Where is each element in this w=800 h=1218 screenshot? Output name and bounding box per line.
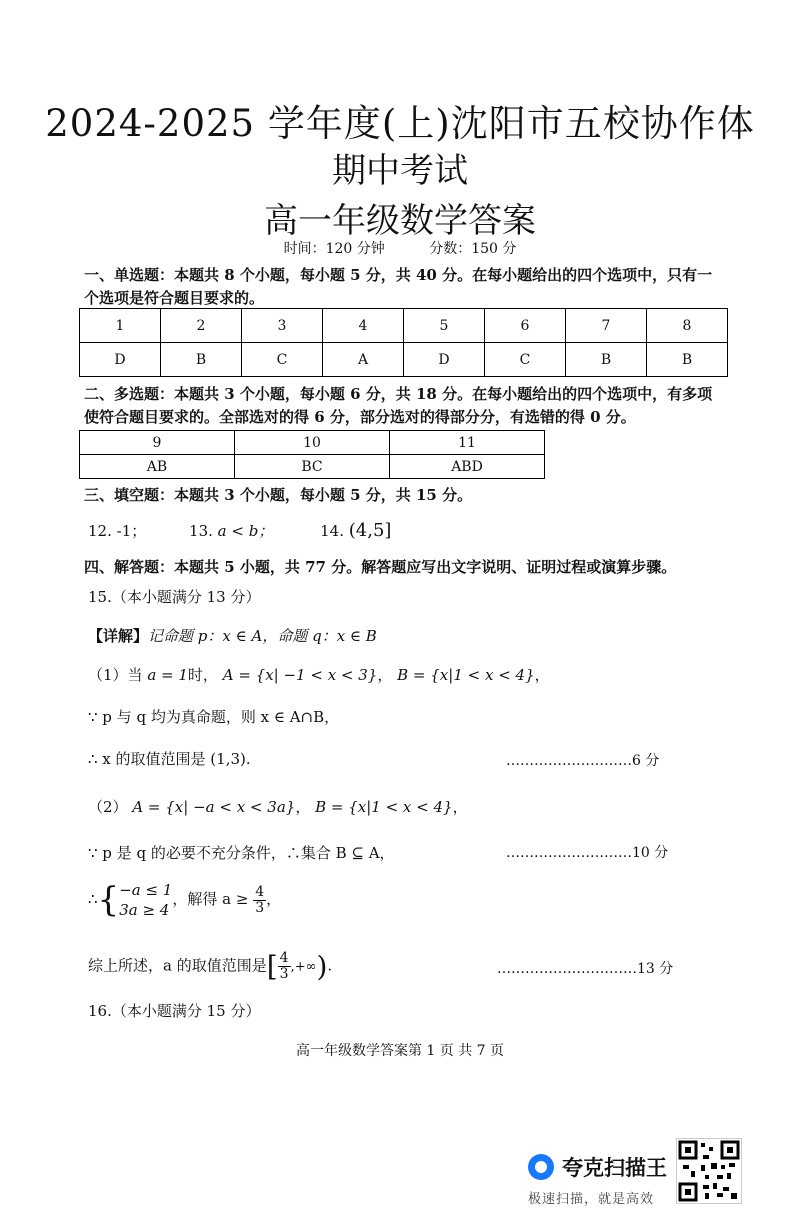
page-footer: 高一年级数学答案第 1 页 共 7 页 bbox=[295, 1043, 505, 1059]
part1-condition: a = 1 bbox=[147, 666, 188, 684]
inequality-system bbox=[119, 880, 172, 920]
part1-label: （1）当 bbox=[88, 666, 143, 684]
qr-code-icon bbox=[676, 1138, 742, 1204]
exam-score: 分数：150 分 bbox=[429, 241, 517, 257]
part1-mid: 时， bbox=[187, 666, 218, 684]
fraction bbox=[278, 951, 291, 982]
because-line-1: ∵ p 与 q 均为真命题，则 x ∈ A∩B， bbox=[88, 708, 340, 726]
table-cell: 8 bbox=[647, 309, 728, 343]
part2-line: （2） A = {x| −a < x < 3a}， B = {x|1 < x < 4}， bbox=[88, 798, 468, 816]
part2-set-b: B = {x|1 < x < 4} bbox=[315, 798, 453, 816]
table-cell: 6 bbox=[485, 309, 566, 343]
interval-tail: ,+∞ bbox=[290, 959, 317, 975]
detail-line bbox=[88, 625, 377, 646]
table-cell: A bbox=[323, 343, 404, 377]
table-row bbox=[80, 455, 545, 479]
part1-line: （1）当 a = 1时， A = {x| −1 < x < 3}， B = {x|1 < x < 4}， bbox=[88, 666, 550, 684]
detail-text: 记命题 p：x ∈ A，命题 q：x ∈ B bbox=[148, 627, 377, 645]
dot-leader: ………………………… bbox=[497, 961, 637, 977]
score-2: 10 分 bbox=[632, 845, 669, 861]
left-bracket-icon: [ bbox=[266, 950, 278, 983]
summary-text: 综上所述，a 的取值范围是 bbox=[88, 956, 267, 975]
because-line-2: ∵ p 是 q 的必要不充分条件，∴集合 B ⊆ A， bbox=[88, 844, 395, 862]
table-cell: D bbox=[404, 343, 485, 377]
title-line-1: 2024-2025 学年度(上)沈阳市五校协作体 bbox=[45, 102, 755, 145]
system-row-2: 3a ≥ 4 bbox=[119, 901, 170, 919]
table-row bbox=[80, 431, 545, 455]
fraction-numerator: 4 bbox=[279, 950, 289, 966]
title-line-3: 高一年级数学答案 bbox=[264, 201, 536, 241]
part2-set-a: A = {x| −a < x < 3a} bbox=[132, 798, 296, 816]
table-row bbox=[80, 309, 728, 343]
answer-14-label: 14. bbox=[320, 522, 344, 540]
table-cell: 11 bbox=[390, 431, 545, 455]
score-mark-3 bbox=[497, 958, 677, 978]
table-cell: ABD bbox=[390, 455, 545, 479]
answer-13-label: 13. bbox=[189, 522, 213, 540]
table-cell: AB bbox=[80, 455, 235, 479]
fraction bbox=[253, 885, 266, 916]
question-15-heading: 15.（本小题满分 13 分） bbox=[88, 588, 261, 606]
table-cell: 7 bbox=[566, 309, 647, 343]
table-row bbox=[80, 343, 728, 377]
question-16-heading: 16.（本小题满分 15 分） bbox=[88, 1002, 261, 1020]
table-cell: 1 bbox=[80, 309, 161, 343]
quark-logo-icon bbox=[528, 1154, 554, 1180]
therefore-symbol: ∴ bbox=[88, 890, 98, 908]
brace-icon: { bbox=[97, 880, 120, 920]
part1-set-b: B = {x|1 < x < 4} bbox=[397, 666, 535, 684]
dot-leader: ……………………… bbox=[506, 845, 632, 861]
exam-meta bbox=[0, 238, 800, 258]
table-cell: D bbox=[80, 343, 161, 377]
table-cell: 4 bbox=[323, 309, 404, 343]
fraction-denominator: 3 bbox=[279, 966, 289, 982]
answer-13: a < b； bbox=[217, 522, 274, 540]
dot-leader: ……………………… bbox=[506, 753, 632, 769]
section4-title: 四、解答题：本题共 5 小题，共 77 分。解答题应写出文字说明、证明过程或演算步骤。 bbox=[84, 558, 677, 576]
answer-14: (4,5] bbox=[348, 520, 392, 541]
table-cell: 9 bbox=[80, 431, 235, 455]
right-paren-icon: ) bbox=[316, 950, 328, 983]
score-mark-2 bbox=[506, 842, 686, 862]
part1-set-a: A = {x| −1 < x < 3} bbox=[222, 666, 378, 684]
table-cell: 3 bbox=[242, 309, 323, 343]
multi-choice-table bbox=[79, 430, 545, 479]
brand-slogan: 极速扫描，就是高效 bbox=[528, 1192, 655, 1207]
score-1: 6 分 bbox=[632, 753, 660, 769]
table-cell: BC bbox=[235, 455, 390, 479]
single-choice-table bbox=[79, 308, 728, 377]
table-cell: B bbox=[647, 343, 728, 377]
section1-title: 一、单选题：本题共 8 个小题，每小题 5 分，共 40 分。在每小题给出的四个选项中，只有一个选项是符合题目要求的。 bbox=[84, 266, 713, 307]
brand-name: 夸克扫描王 bbox=[562, 1156, 667, 1180]
fill-answers bbox=[88, 520, 391, 541]
table-cell: 2 bbox=[161, 309, 242, 343]
table-cell: B bbox=[566, 343, 647, 377]
table-cell: 10 bbox=[235, 431, 390, 455]
exam-time: 时间：120 分钟 bbox=[283, 241, 385, 257]
score-mark-1 bbox=[506, 750, 686, 770]
system-line: ∴{ −a ≤ 1 3a ≥ 4 ，解得 a ≥ $\frac{4}{3}$ ， bbox=[88, 880, 282, 920]
therefore-line-1: ∴ x 的取值范围是 (1,3). bbox=[88, 750, 251, 768]
section2-title: 二、多选题：本题共 3 个小题，每小题 6 分，共 18 分。在每小题给出的四个选项中，有多项使符合题目要求的。全部选对的得 6 分，部分选对的得部分分，有选错的得 0 分。 bbox=[84, 385, 713, 426]
score-3: 13 分 bbox=[637, 961, 674, 977]
section3-title: 三、填空题：本题共 3 个小题，每小题 5 分，共 15 分。 bbox=[84, 486, 473, 504]
title-line-2: 期中考试 bbox=[332, 151, 468, 191]
fraction-denominator: 3 bbox=[255, 899, 265, 916]
summary-line: 综上所述，a 的取值范围是[ $\frac{4}{3}$ ,+∞). bbox=[88, 950, 333, 983]
solve-text: ，解得 a ≥ bbox=[172, 890, 249, 908]
table-cell: B bbox=[161, 343, 242, 377]
detail-tag: 【详解】 bbox=[88, 627, 149, 645]
table-cell: 5 bbox=[404, 309, 485, 343]
system-row-1: −a ≤ 1 bbox=[119, 881, 173, 899]
fraction-numerator: 4 bbox=[255, 883, 265, 900]
answer-12: 12. -1； bbox=[88, 522, 147, 540]
table-cell: C bbox=[242, 343, 323, 377]
table-cell: C bbox=[485, 343, 566, 377]
part2-label: （2） bbox=[88, 798, 128, 816]
